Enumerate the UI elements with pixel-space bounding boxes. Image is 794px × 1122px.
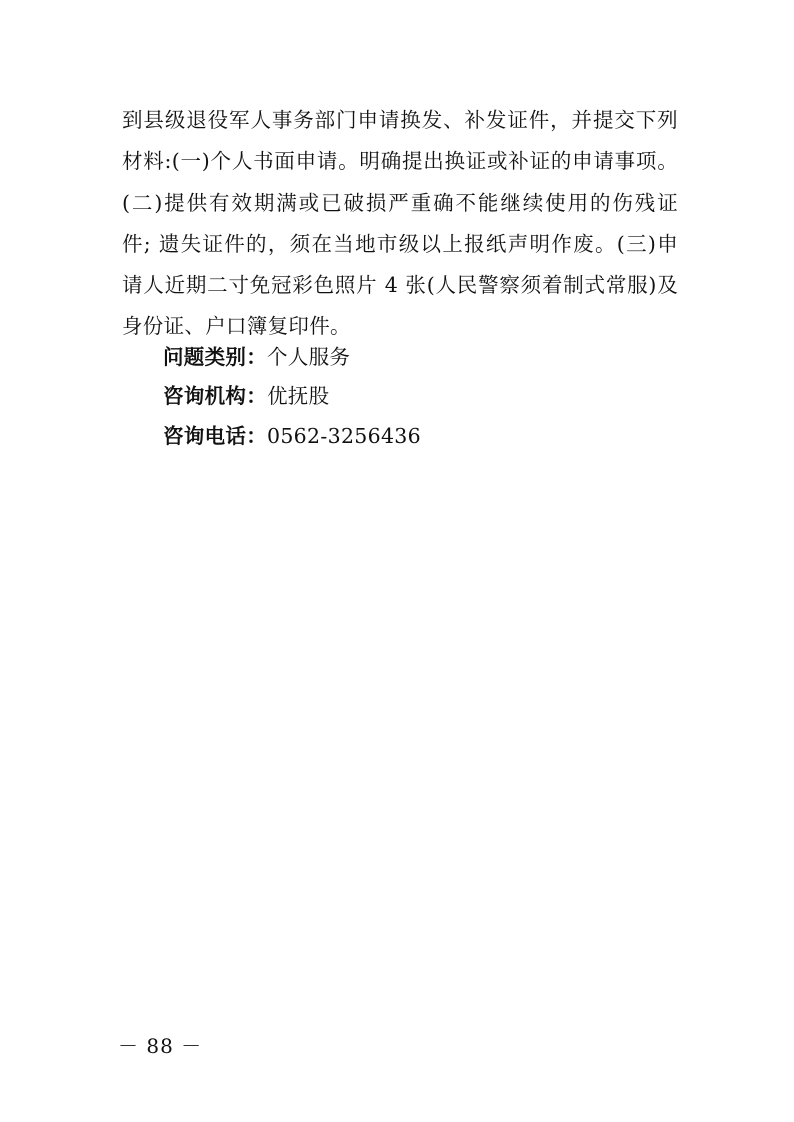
phone-label: 咨询电话： bbox=[163, 424, 267, 448]
phone-field bbox=[163, 421, 421, 451]
phone-value: 0562-3256436 bbox=[267, 424, 421, 448]
paragraph-line: 身份证、户口簿复印件。 bbox=[122, 314, 351, 339]
agency-field bbox=[163, 381, 329, 411]
paragraph-line: 件; 遗失证件的，须在当地市级以上报纸声明作废。(三)申 bbox=[122, 231, 678, 256]
paragraph-line: 材料:(一)个人书面申请。明确提出换证或补证的申请事项。 bbox=[122, 149, 678, 174]
agency-value: 优抚股 bbox=[267, 384, 330, 408]
paragraph-line: 请人近期二寸免冠彩色照片 4 张(人民警察须着制式常服)及 bbox=[122, 273, 678, 298]
agency-label: 咨询机构： bbox=[163, 384, 267, 408]
category-label: 问题类别： bbox=[163, 345, 267, 369]
category-value: 个人服务 bbox=[267, 345, 351, 369]
body-paragraph bbox=[122, 100, 678, 348]
paragraph-line: 到县级退役军人事务部门申请换发、补发证件，并提交下列 bbox=[122, 108, 678, 132]
page-number: － 88 － bbox=[118, 1034, 203, 1058]
category-field bbox=[163, 342, 350, 372]
paragraph-line: (二)提供有效期满或已破损严重确不能继续使用的伤残证 bbox=[122, 190, 678, 215]
